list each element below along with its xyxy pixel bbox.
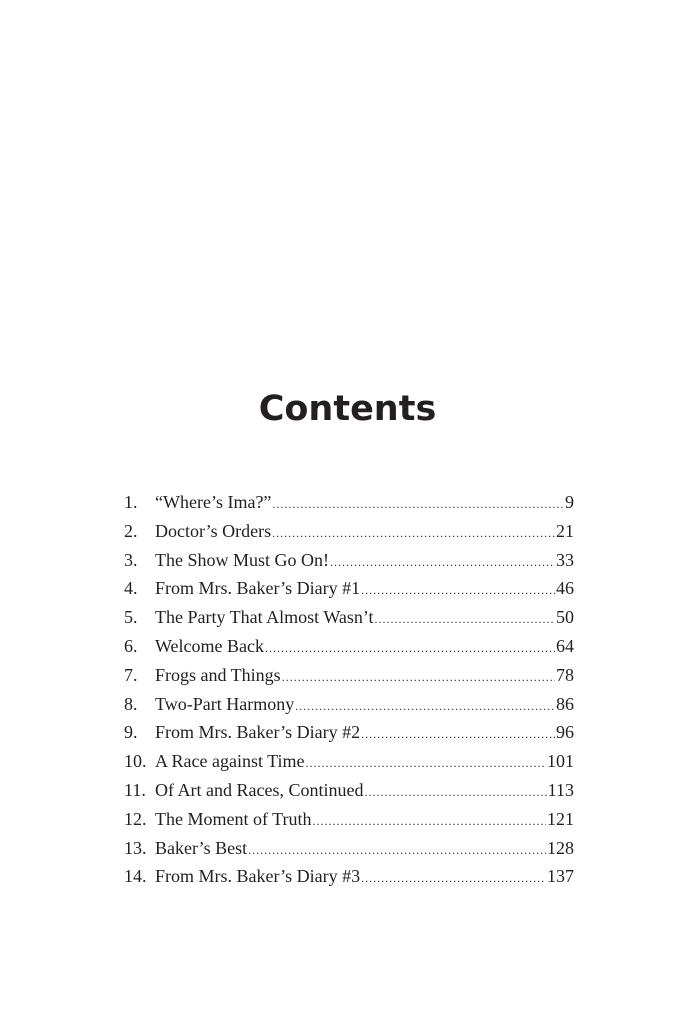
toc-entry-page: 46	[556, 578, 574, 599]
toc-entry[interactable]	[124, 517, 574, 546]
toc-entry-number: 6.	[124, 635, 138, 656]
toc-entry[interactable]	[124, 632, 574, 661]
dot-leader	[272, 490, 564, 517]
toc-entry-number: 9.	[124, 722, 138, 743]
toc-entry-title: Doctor’s Orders	[155, 520, 272, 541]
toc-entry[interactable]	[124, 747, 574, 776]
toc-entry-number: 13.	[124, 837, 147, 858]
dot-leader	[282, 663, 555, 690]
toc-entry[interactable]	[124, 776, 574, 805]
dot-leader	[248, 836, 546, 863]
toc-entry-number: 5.	[124, 607, 138, 628]
toc-entry-page: 50	[556, 607, 574, 628]
toc-entry[interactable]	[124, 574, 574, 603]
toc-entry-page: 137	[547, 866, 574, 887]
toc-entry-number: 11.	[124, 779, 146, 800]
toc-entry-page: 21	[556, 520, 574, 541]
toc-entry-page: 121	[547, 808, 574, 829]
toc-entry[interactable]	[124, 603, 574, 632]
toc-entry-number: 12.	[124, 808, 147, 829]
toc-entry-number: 3.	[124, 549, 138, 570]
toc-entry-number: 2.	[124, 520, 138, 541]
toc-entry-title: Welcome Back	[155, 635, 265, 656]
toc-entry[interactable]	[124, 488, 574, 517]
dot-leader	[265, 634, 555, 661]
toc-entry-number: 1.	[124, 492, 138, 512]
dot-leader	[364, 778, 546, 805]
toc-entry-title: The Show Must Go On!	[155, 549, 329, 570]
table-of-contents	[124, 488, 574, 891]
toc-entry-title: Two-Part Harmony	[155, 693, 295, 714]
toc-entry-page: 33	[556, 549, 574, 570]
page-title: Contents	[258, 389, 437, 430]
dot-leader	[295, 692, 555, 719]
dot-leader	[361, 720, 555, 747]
dot-leader	[330, 548, 555, 575]
toc-entry-page: 64	[556, 635, 574, 656]
toc-entry[interactable]	[124, 718, 574, 747]
dot-leader	[313, 807, 546, 834]
toc-entry-number: 14.	[124, 866, 147, 887]
toc-entry[interactable]	[124, 661, 574, 690]
toc-entry-number: 7.	[124, 664, 138, 685]
dot-leader	[361, 576, 555, 603]
toc-entry-title: From Mrs. Baker’s Diary #2	[155, 722, 361, 743]
toc-entry-page: 86	[556, 693, 574, 714]
toc-entry-title: Frogs and Things	[155, 664, 281, 685]
toc-entry-page: 9	[565, 492, 574, 512]
toc-entry-title: The Moment of Truth	[155, 808, 312, 829]
toc-entry[interactable]	[124, 805, 574, 834]
toc-entry[interactable]	[124, 834, 574, 863]
toc-entry-number: 8.	[124, 693, 138, 714]
toc-entry[interactable]	[124, 546, 574, 575]
toc-entry-title: The Party That Almost Wasn’t	[155, 607, 374, 628]
toc-entry-page: 128	[547, 837, 574, 858]
toc-entry[interactable]	[124, 690, 574, 719]
toc-entry-title: A Race against Time	[155, 751, 305, 772]
toc-entry-page: 96	[556, 722, 574, 743]
dot-leader	[272, 519, 555, 546]
toc-entry-title: Of Art and Races, Continued	[155, 779, 364, 800]
toc-entry-page: 101	[547, 751, 574, 772]
toc-entry[interactable]	[124, 862, 574, 891]
toc-entry-title: From Mrs. Baker’s Diary #1	[155, 578, 361, 599]
toc-entry-title: “Where’s Ima?”	[155, 492, 272, 512]
toc-entry-number: 4.	[124, 578, 138, 599]
dot-leader	[375, 605, 555, 632]
toc-entry-number: 10.	[124, 751, 147, 772]
dot-leader	[306, 749, 547, 776]
toc-entry-title: From Mrs. Baker’s Diary #3	[155, 866, 361, 887]
toc-entry-page: 78	[556, 664, 574, 685]
dot-leader	[361, 864, 546, 891]
toc-entry-title: Baker’s Best	[155, 837, 248, 858]
toc-entry-page: 113	[547, 779, 574, 800]
